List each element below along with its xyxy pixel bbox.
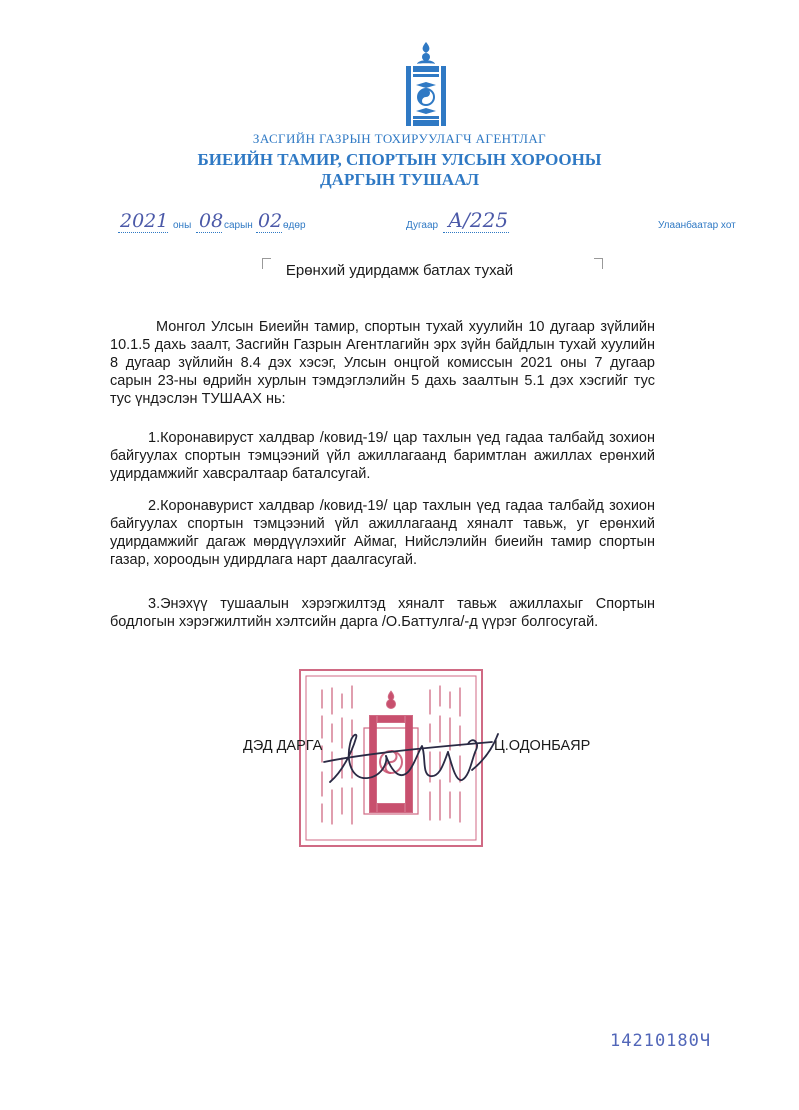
order-item-2: 2.Коронавурист халдвар /ковид-19/ цар тахлын үед гадаа талбайд зохион байгуулах спортын тэмцээний үйл ажиллагаанд хяналт тавьж, уг ерөнхий удирдамжийг дагаж мөрдүүлэхийг Аймаг, Нийслэлийн биеийн тамир спортын газар, хороодын удирдлага нарт даалгасугай. [110,498,655,568]
day-suffix: өдөр [283,220,306,231]
day-underline [256,232,282,233]
order-item-1: 1.Коронавируст халдвар /ковид-19/ цар тахлын үед гадаа талбайд зохион байгуулах спортын тэмцээний үйл ажиллагаанд баримтлан ажиллах ерөнхий удирдамжийг хавсралтаар баталсугай. [110,430,655,482]
date-year: 2021 [120,210,169,232]
number-underline [443,232,509,233]
agency-name: ЗАСГИЙН ГАЗРЫН ТОХИРУУЛАГЧ АГЕНТЛАГ [252,131,547,146]
order-number: А/225 [448,208,509,232]
soyombo-emblem-icon [404,40,448,130]
month-suffix: сарын [224,220,253,231]
date-day: 02 [258,210,283,232]
year-suffix: оны [173,220,192,231]
subject-title: Ерөнхий удирдамж батлах тухай [285,262,514,279]
dateline [0,208,799,234]
document-serial-number: 14210180Ч [610,1031,712,1051]
signatory-title: ДЭД ДАРГА [243,738,323,754]
handwritten-signature [322,722,512,802]
order-item-3: 3.Энэхүү тушаалын хэрэгжилтэд хяналт тавьж ажиллахыг Спортын бодлогын хэрэгжилтийн хэлтсийн дарга /О.Баттулга/-д үүрэг болгосугай. [110,596,655,630]
number-label: Дугаар [406,220,439,231]
city: Улаанбаатар хот [658,220,736,231]
month-underline [196,232,222,233]
year-underline [118,232,168,233]
document-type: ДАРГЫН ТУШААЛ [319,170,480,189]
date-month: 08 [199,210,224,232]
committee-name: БИЕИЙН ТАМИР, СПОРТЫН УЛСЫН ХОРООНЫ [197,150,602,169]
intro-paragraph: Монгол Улсын Биеийн тамир, спортын тухай хуулийн 10 дугаар зүйлийн 10.1.5 дахь заалт, Засгийн Газрын Агентлагийн эрх зүйн байдлын тухай хуулийн 8 дугаар зүйлийн 8.4 дэх хэсэг, Улсын онцгой комиссын 2021 оны 7 дугаар сарын 23-ны өдрийн хурлын тэмдэглэлийн 5 дахь заалтын 5.1 дэх хэсгийг тус тус үндэслэн ТУШААХ нь: [110,319,655,407]
signatory-name: Ц.ОДОНБАЯР [494,738,591,754]
